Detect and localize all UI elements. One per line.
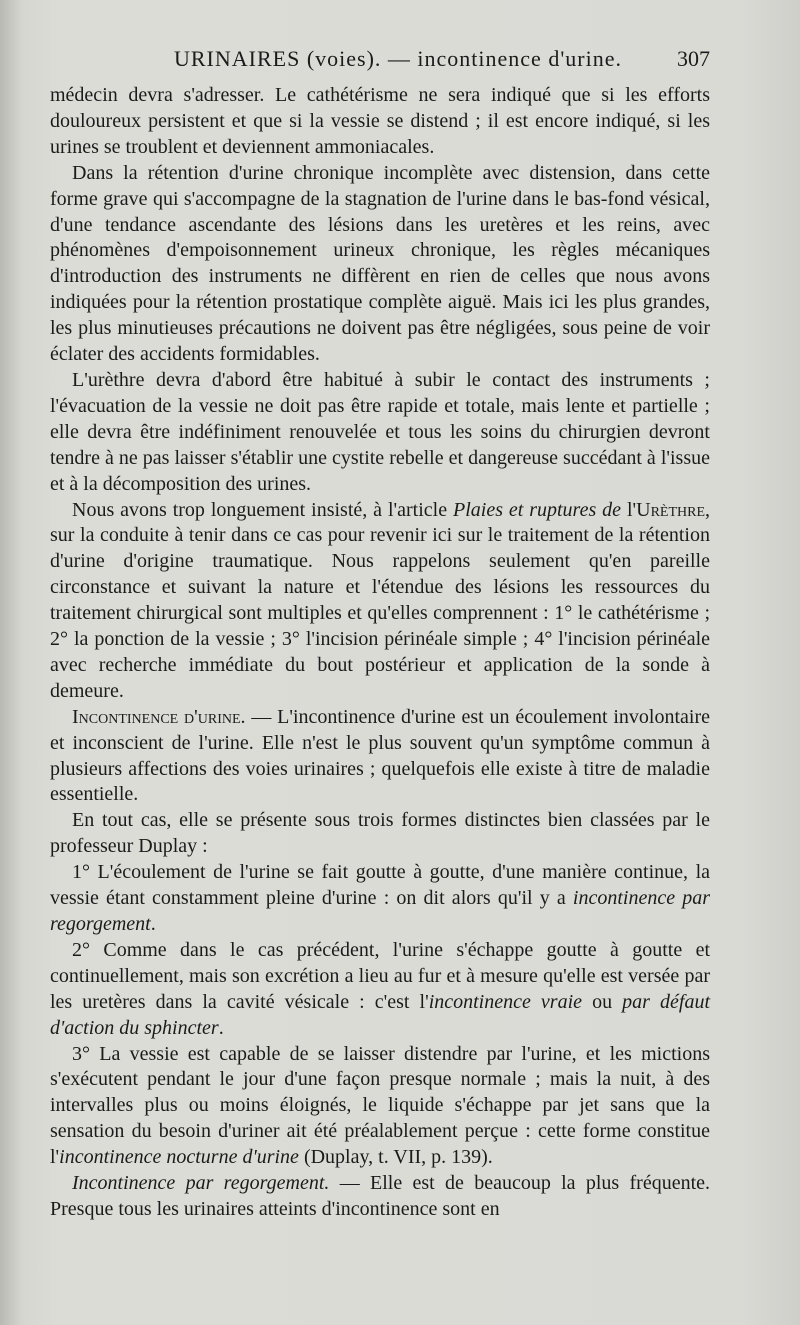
italic-text: par défaut d'action du sphincter [50,990,711,1039]
paragraph [50,705,710,809]
text-run: (Duplay, t. VII, p. 139). [298,1146,493,1169]
text-run: Dans la rétention d'urine chronique incomplète avec distension, dans cette forme grave qui s'accompagne de la stagnation de l'urine dans le bas-fond vésical, d'une tendance ascendante des lésions dans les uretères et les reins, avec phénomènes d'empoisonnement urineux chronique, les règles mécaniques d'introduction des instruments ne diffèrent en rien de celles que nous avons indiquées pour la rétention prostatique complète aiguë. Mais ici les plus grandes, les plus minutieuses précautions ne doivent pas être négligées, sous peine de voir éclater des accidents formidables. [50,161,710,366]
text-run: , sur la conduite à tenir dans ce cas pour revenir ici sur le traitement de la rétention d'urine d'origine traumatique. Nous rappelons seulement qu'en pareille circonstance et suivant la nature et l'étendue des lésions les ressources du traitement chirurgical sont multiples et qu'elles comprennent : 1° le cathétérisme ; 2° la ponction de la vessie ; 3° l'incision périnéale simple ; 4° l'incision périnéale avec recherche immédiate du bout postérieur et application de la sonde à demeure. [50,498,711,702]
small-caps-text: Incontinence d'urine. [72,705,246,728]
body-text [50,83,710,1223]
text-run: 1° L'écoulement de l'urine se fait goutte à goutte, d'une manière continue, la vessie étant constamment pleine d'urine : on dit alors qu'il y a [50,861,710,910]
text-run: En tout cas, elle se présente sous trois formes distinctes bien classées par le professeur Duplay : [50,809,710,858]
italic-text: Incontinence par regorgement. [72,1172,330,1195]
text-run: ou [582,990,623,1013]
text-run: médecin devra s'adresser. Le cathétérisme ne sera indiqué que si les efforts douloureux persistent et que si la vessie se distend ; il est encore indiqué, si les urines se troublent et deviennent ammoniacales. [50,84,710,158]
paragraph [50,368,710,498]
paragraph [50,1042,710,1172]
text-run: 2° Comme dans le cas précédent, l'urine s'échappe goutte à goutte et continuellement, mais son excrétion a lieu au fur et à mesure qu'elle est versée par les uretères dans la cavité vésicale : c'est l' [50,938,710,1013]
italic-text: incontinence par regorgement [50,887,711,935]
text-run: l' [621,498,637,521]
text-run: L'urèthre devra d'abord être habitué à subir le contact des instruments ; l'évacuation de la vessie ne doit pas être rapide et totale, mais lente et partielle ; elle devra être indéfiniment renouvelée et tous les soins du chirurgien devront tendre à ne pas laisser s'établir une cystite rebelle et dangereuse succédant à l'issue et à la décomposition des urines. [50,368,710,495]
paragraph [50,938,710,1042]
running-head: URINAIRES (voies). — incontinence d'urine. [174,46,622,71]
paragraph [50,498,710,705]
paragraph [50,1171,710,1223]
text-run: — L'incontinence d'urine est un écoulement involontaire et inconscient de l'urine. Elle n'est le plus souvent qu'un symptôme commun à plusieurs affections des voies urinaires ; quelquefois elle existe à titre de maladie essentielle. [50,705,710,806]
text-run: Nous avons trop longuement insisté, à l'article [72,498,453,521]
page-number: 307 [677,46,710,71]
page-header [50,46,710,78]
paragraph [50,808,710,860]
paragraph [50,161,710,368]
italic-text: incontinence nocturne d'urine [59,1146,299,1169]
text-run: . [150,913,156,935]
small-caps-text: Urèthre [636,498,706,521]
paragraph [50,860,710,938]
italic-text: incontinence vraie [428,990,583,1013]
text-run: 3° La vessie est capable de se laisser distendre par l'urine, et les mictions s'exécutent pendant le jour d'une façon presque normale ; mais la nuit, à des intervalles plus ou moins éloignés, le liquide s'échappe par jet sans que la sensation du besoin d'uriner ait été préalablement perçue : cette forme constitue l' [50,1042,710,1169]
italic-text: Plaies et ruptures de [452,498,622,521]
text-run: . [218,1016,224,1039]
paragraph [50,83,710,161]
text-run: — Elle est de beaucoup la plus fréquente. Presque tous les urinaires atteints d'incontinence sont en [50,1172,711,1220]
